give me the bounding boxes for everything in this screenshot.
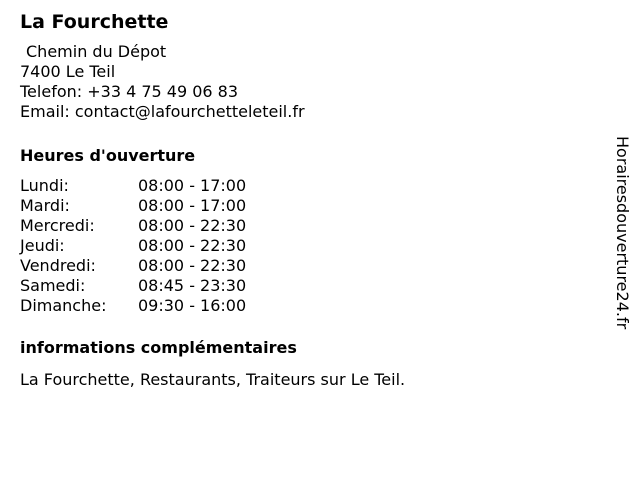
additional-info-text: La Fourchette, Restaurants, Traiteurs sur Le Teil. bbox=[20, 370, 406, 389]
hours-time: 08:45 - 23:30 bbox=[138, 276, 247, 295]
hours-time: 08:00 - 17:00 bbox=[138, 196, 247, 215]
hours-row bbox=[20, 176, 246, 196]
address-street: Chemin du Dépot bbox=[26, 42, 167, 61]
hours-day: Lundi: bbox=[20, 176, 69, 195]
phone-number[interactable]: Telefon: +33 4 75 49 06 83 bbox=[20, 82, 239, 101]
hours-row bbox=[20, 276, 246, 296]
hours-row bbox=[20, 296, 246, 316]
site-watermark: Horairesdouverture24.fr bbox=[613, 136, 632, 330]
hours-day: Mercredi: bbox=[20, 216, 95, 235]
hours-time: 08:00 - 17:00 bbox=[138, 176, 247, 195]
opening-hours-table bbox=[20, 176, 246, 316]
additional-info-heading: informations complémentaires bbox=[20, 338, 297, 357]
hours-time: 08:00 - 22:30 bbox=[138, 236, 247, 255]
address-block bbox=[20, 42, 600, 122]
hours-row bbox=[20, 216, 246, 236]
email-address[interactable]: Email: contact@lafourchetteleteil.fr bbox=[20, 102, 305, 121]
address-city: 7400 Le Teil bbox=[20, 62, 116, 81]
hours-time: 08:00 - 22:30 bbox=[138, 216, 247, 235]
hours-time: 09:30 - 16:00 bbox=[138, 296, 247, 315]
hours-day: Samedi: bbox=[20, 276, 86, 295]
hours-row bbox=[20, 236, 246, 256]
business-name: La Fourchette bbox=[20, 11, 169, 33]
hours-row bbox=[20, 196, 246, 216]
hours-day: Mardi: bbox=[20, 196, 70, 215]
business-card bbox=[20, 10, 600, 390]
hours-day: Dimanche: bbox=[20, 296, 107, 315]
hours-day: Jeudi: bbox=[20, 236, 65, 255]
hours-time: 08:00 - 22:30 bbox=[138, 256, 247, 275]
hours-row bbox=[20, 256, 246, 276]
opening-hours-heading: Heures d'ouverture bbox=[20, 146, 196, 165]
hours-day: Vendredi: bbox=[20, 256, 96, 275]
